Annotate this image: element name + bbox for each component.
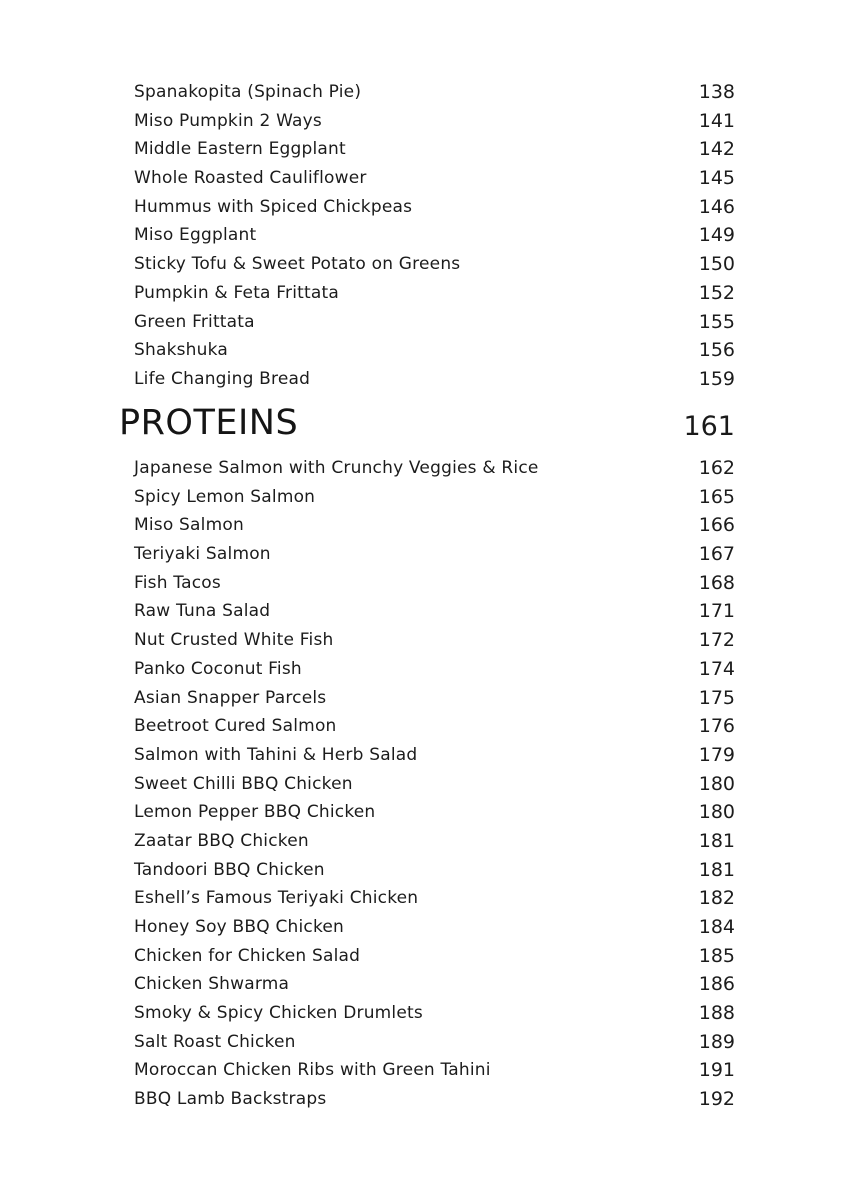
toc-entry-page: 141 [698, 109, 735, 132]
toc-entry[interactable] [0, 827, 852, 856]
toc-entry[interactable] [0, 511, 852, 540]
toc-entry[interactable] [0, 770, 852, 799]
toc-entry-title: Moroccan Chicken Ribs with Green Tahini [134, 1060, 491, 1081]
section-heading-proteins[interactable] [0, 398, 852, 450]
toc-entry[interactable] [0, 454, 852, 483]
toc-entry[interactable] [0, 250, 852, 279]
toc-entry-title: Spanakopita (Spinach Pie) [134, 82, 362, 102]
toc-entry[interactable] [0, 970, 852, 999]
toc-entry-page: 176 [698, 715, 735, 738]
toc-entry-title: Teriyaki Salmon [134, 544, 271, 565]
toc-entry[interactable] [0, 1028, 852, 1057]
toc-entry[interactable] [0, 913, 852, 942]
toc-entry[interactable] [0, 1056, 852, 1085]
toc-entry-page: 191 [698, 1059, 735, 1082]
toc-entry[interactable] [0, 569, 852, 598]
toc-entry-page: 179 [698, 743, 735, 766]
toc-entry-page: 188 [698, 1002, 735, 1025]
toc-entry-title: Chicken Shwarma [134, 974, 290, 995]
toc-entry-title: Salmon with Tahini & Herb Salad [134, 744, 418, 765]
section-title: PROTEINS [119, 403, 299, 443]
toc-entry-page: 181 [698, 829, 735, 852]
toc-entry-page: 186 [698, 973, 735, 996]
toc-entry[interactable] [0, 78, 852, 107]
toc-entry-title: Pumpkin & Feta Frittata [134, 282, 339, 303]
toc-entry-title: Nut Crusted White Fish [134, 630, 334, 651]
toc-entry[interactable] [0, 798, 852, 827]
toc-entry[interactable] [0, 655, 852, 684]
toc-entry-title: Hummus with Spiced Chickpeas [134, 196, 413, 217]
toc-entry-page: 159 [698, 367, 735, 390]
toc-entry-page: 185 [698, 944, 735, 967]
toc-entry[interactable] [0, 626, 852, 655]
toc-entry-title: Middle Eastern Eggplant [134, 139, 346, 160]
toc-entry-title: Japanese Salmon with Crunchy Veggies & Rice [134, 458, 539, 478]
toc-entry-title: Sticky Tofu & Sweet Potato on Greens [134, 254, 461, 275]
toc-entry[interactable] [0, 365, 852, 394]
toc-entry-page: 181 [698, 858, 735, 881]
toc-entry-page: 138 [698, 81, 735, 103]
toc-entry-title: Raw Tuna Salad [134, 601, 271, 622]
toc-entry-title: Miso Pumpkin 2 Ways [134, 110, 322, 131]
toc-entry[interactable] [0, 135, 852, 164]
toc-entry-title: Panko Coconut Fish [134, 658, 302, 679]
toc-entry[interactable] [0, 856, 852, 885]
toc-entry-title: Honey Soy BBQ Chicken [134, 917, 345, 937]
toc-entry[interactable] [0, 942, 852, 971]
toc-entry-page: 142 [698, 138, 735, 161]
toc-entry[interactable] [0, 164, 852, 193]
toc-list-vegetables [0, 78, 852, 394]
toc-entry-page: 171 [698, 600, 735, 623]
toc-entry[interactable] [0, 741, 852, 770]
toc-entry-title: Lemon Pepper BBQ Chicken [134, 802, 376, 823]
toc-entry-title: Beetroot Cured Salmon [134, 716, 337, 737]
toc-entry-page: 149 [698, 224, 735, 247]
toc-entry-page: 156 [698, 339, 735, 362]
toc-entry[interactable] [0, 884, 852, 913]
toc-entry[interactable] [0, 107, 852, 136]
toc-entry-title: Shakshuka [134, 340, 228, 361]
toc-entry-title: BBQ Lamb Backstraps [134, 1089, 327, 1110]
toc-entry[interactable] [0, 279, 852, 308]
toc-entry-page: 172 [698, 629, 735, 652]
toc-entry-page: 180 [698, 801, 735, 824]
toc-entry[interactable] [0, 308, 852, 337]
toc-entry-title: Green Frittata [134, 311, 255, 332]
toc-entry-page: 146 [698, 195, 735, 218]
toc-entry-title: Smoky & Spicy Chicken Drumlets [134, 1003, 423, 1024]
toc-entry-title: Miso Salmon [134, 515, 244, 536]
toc-entry-page: 152 [698, 281, 735, 304]
section-page-number: 161 [683, 411, 735, 442]
toc-entry-title: Life Changing Bread [134, 368, 311, 389]
toc-entry-page: 155 [698, 310, 735, 333]
toc-entry-title: Spicy Lemon Salmon [134, 486, 316, 507]
toc-entry[interactable] [0, 597, 852, 626]
toc-entry-page: 167 [698, 543, 735, 566]
toc-entry-page: 168 [698, 571, 735, 594]
toc-entry-page: 182 [698, 887, 735, 910]
toc-list-proteins [0, 454, 852, 1114]
toc-entry[interactable] [0, 483, 852, 512]
toc-entry-page: 184 [698, 916, 735, 938]
toc-entry[interactable] [0, 540, 852, 569]
toc-entry-page: 145 [698, 167, 735, 190]
toc-entry-page: 162 [698, 457, 735, 479]
toc-entry-title: Miso Eggplant [134, 225, 257, 246]
toc-entry[interactable] [0, 221, 852, 250]
toc-entry-title: Tandoori BBQ Chicken [134, 859, 325, 880]
toc-entry[interactable] [0, 336, 852, 365]
toc-entry[interactable] [0, 999, 852, 1028]
toc-entry-title: Eshell’s Famous Teriyaki Chicken [134, 888, 419, 909]
toc-entry-title: Asian Snapper Parcels [134, 687, 327, 708]
toc-entry-title: Zaatar BBQ Chicken [134, 830, 309, 851]
toc-entry-title: Sweet Chilli BBQ Chicken [134, 773, 353, 794]
toc-entry-page: 166 [698, 514, 735, 537]
toc-entry-page: 174 [698, 657, 735, 680]
toc-entry-page: 180 [698, 772, 735, 795]
toc-entry-title: Fish Tacos [134, 572, 221, 593]
toc-entry[interactable] [0, 684, 852, 713]
toc-entry-page: 192 [698, 1088, 735, 1111]
toc-entry-title: Chicken for Chicken Salad [134, 945, 361, 966]
toc-entry-page: 189 [698, 1030, 735, 1053]
toc-entry[interactable] [0, 1085, 852, 1114]
toc-entry[interactable] [0, 712, 852, 741]
toc-entry[interactable] [0, 193, 852, 222]
toc-entry-page: 165 [698, 485, 735, 508]
toc-entry-title: Whole Roasted Cauliflower [134, 168, 367, 189]
toc-entry-page: 175 [698, 686, 735, 709]
toc-entry-page: 150 [698, 253, 735, 276]
toc-entry-title: Salt Roast Chicken [134, 1031, 296, 1052]
